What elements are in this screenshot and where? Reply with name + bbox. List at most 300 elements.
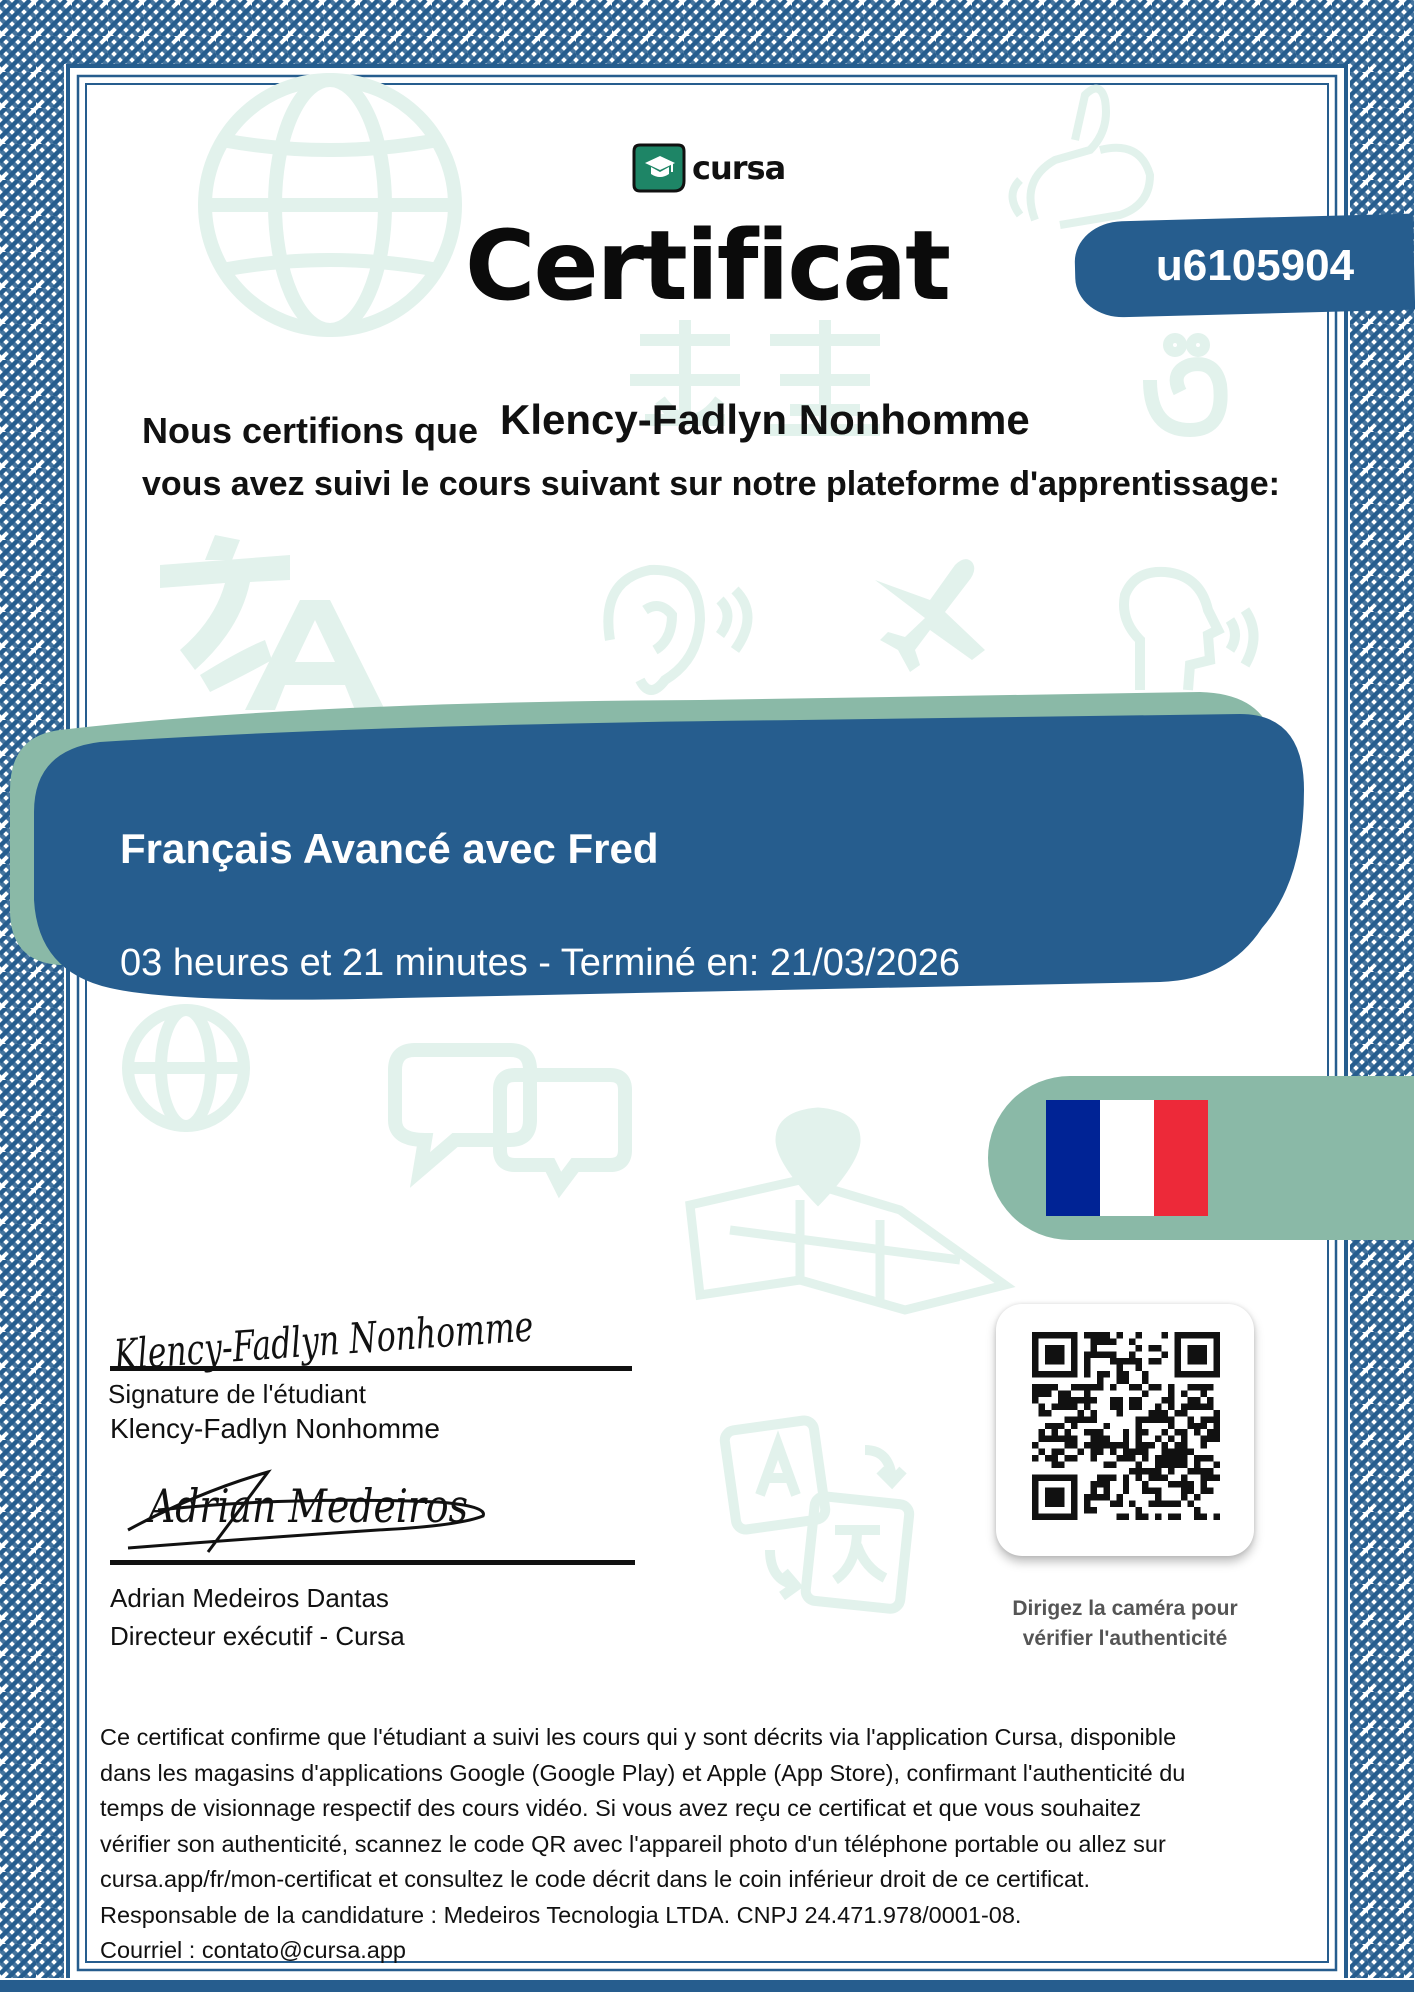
qr-module — [1136, 1403, 1142, 1409]
qr-module — [1155, 1358, 1161, 1364]
qr-module — [1116, 1442, 1122, 1448]
qr-module — [1194, 1455, 1200, 1461]
qr-module — [1136, 1397, 1142, 1403]
qr-caption-line-1: Dirigez la caméra pour — [1012, 1597, 1238, 1620]
qr-module — [1032, 1384, 1038, 1390]
qr-module — [1097, 1332, 1103, 1338]
qr-module — [1149, 1475, 1155, 1481]
disclaimer-line: cursa.app/fr/mon-certificat et consultez le code décrit dans le coin inférieur droit de ce certificat. — [100, 1866, 1091, 1892]
qr-module — [1201, 1403, 1207, 1409]
qr-module — [1149, 1358, 1155, 1364]
disclaimer-line: Ce certificat confirme que l'étudiant a suivi les cours qui y sont décrits via l'application Cursa, disponible — [100, 1724, 1177, 1750]
qr-module — [1201, 1423, 1207, 1429]
qr-module — [1084, 1390, 1090, 1396]
qr-caption — [990, 1594, 1260, 1654]
qr-module — [1090, 1494, 1096, 1500]
qr-module — [1155, 1384, 1161, 1390]
qr-module — [1045, 1384, 1051, 1390]
qr-module — [1110, 1338, 1116, 1344]
qr-module — [1168, 1436, 1174, 1442]
director-title: Directeur exécutif - Cursa — [110, 1621, 405, 1651]
qr-module — [1110, 1501, 1116, 1507]
qr-module — [1175, 1449, 1181, 1455]
qr-module — [1038, 1436, 1044, 1442]
qr-module — [1103, 1338, 1109, 1344]
qr-module — [1123, 1442, 1129, 1448]
qr-module — [1045, 1436, 1051, 1442]
course-duration-completion: 03 heures et 21 minutes - Terminé en: 21/03/2026 — [120, 942, 961, 984]
qr-module — [1103, 1494, 1109, 1500]
logo-text: cursa — [692, 149, 786, 187]
qr-module — [1142, 1377, 1148, 1383]
qr-module — [1149, 1468, 1155, 1474]
qr-module — [1136, 1345, 1142, 1351]
qr-module — [1201, 1416, 1207, 1422]
qr-module — [1103, 1371, 1109, 1377]
airplane-icon — [875, 559, 985, 672]
qr-module — [1201, 1436, 1207, 1442]
qr-code[interactable] — [1032, 1332, 1220, 1520]
qr-module — [1038, 1384, 1044, 1390]
qr-module — [1116, 1358, 1122, 1364]
qr-module — [1162, 1449, 1168, 1455]
qr-module — [1064, 1455, 1070, 1461]
qr-module — [1142, 1390, 1148, 1396]
qr-module — [1155, 1501, 1161, 1507]
qr-module — [1214, 1423, 1220, 1429]
qr-module — [1116, 1377, 1122, 1383]
qr-module — [1207, 1403, 1213, 1409]
qr-module — [1188, 1416, 1194, 1422]
qr-module — [1168, 1468, 1174, 1474]
qr-module — [1155, 1403, 1161, 1409]
qr-module — [1214, 1410, 1220, 1416]
qr-module — [1155, 1494, 1161, 1500]
qr-module — [1103, 1475, 1109, 1481]
qr-module — [1064, 1403, 1070, 1409]
qr-module — [1194, 1384, 1200, 1390]
qr-module — [1155, 1462, 1161, 1468]
ear-icon — [608, 570, 747, 690]
disclaimer-line: temps de visionnage respectif des cours vidéo. Si vous avez reçu ce certificat et que vous souhaitez — [100, 1795, 1142, 1821]
qr-module — [1168, 1423, 1174, 1429]
qr-module — [1123, 1475, 1129, 1481]
flag-stripe-white — [1100, 1100, 1154, 1216]
qr-module — [1116, 1364, 1122, 1370]
qr-module — [1129, 1455, 1135, 1461]
qr-module — [1110, 1397, 1116, 1403]
flag-stripe-red — [1154, 1100, 1208, 1216]
qr-module — [1103, 1423, 1109, 1429]
qr-module — [1181, 1442, 1187, 1448]
qr-module — [1162, 1397, 1168, 1403]
student-signature-name: Klency-Fadlyn Nonhomme — [110, 1413, 440, 1444]
qr-module — [1097, 1449, 1103, 1455]
qr-module — [1201, 1455, 1207, 1461]
qr-module — [1181, 1449, 1187, 1455]
qr-module — [1032, 1455, 1038, 1461]
qr-module — [1123, 1436, 1129, 1442]
map-pin-icon — [690, 1112, 1005, 1310]
qr-module — [1168, 1449, 1174, 1455]
qr-module — [1162, 1416, 1168, 1422]
qr-module — [1168, 1384, 1174, 1390]
qr-module — [1110, 1351, 1116, 1357]
qr-module — [1162, 1462, 1168, 1468]
qr-module — [1058, 1436, 1064, 1442]
qr-module — [1071, 1436, 1077, 1442]
qr-module — [1168, 1397, 1174, 1403]
qr-module — [1058, 1462, 1064, 1468]
qr-module — [1207, 1455, 1213, 1461]
qr-module — [1175, 1514, 1181, 1520]
qr-module — [1181, 1481, 1187, 1487]
disclaimer-line: Responsable de la candidature : Medeiros Tecnologia LTDA. CNPJ 24.471.978/0001-08. — [100, 1901, 1022, 1928]
qr-module — [1194, 1462, 1200, 1468]
qr-module — [1032, 1442, 1038, 1448]
qr-module — [1071, 1397, 1077, 1403]
qr-module — [1136, 1514, 1142, 1520]
director-handwritten-signature — [118, 1452, 508, 1562]
qr-module — [1168, 1416, 1174, 1422]
qr-module — [1149, 1345, 1155, 1351]
qr-module — [1097, 1442, 1103, 1448]
qr-module — [1071, 1455, 1077, 1461]
qr-module — [1084, 1371, 1090, 1377]
qr-module — [1045, 1423, 1051, 1429]
france-flag-icon — [1046, 1100, 1208, 1216]
student-handwritten-signature — [110, 1291, 675, 1380]
qr-module — [1155, 1436, 1161, 1442]
qr-module — [1162, 1442, 1168, 1448]
qr-module — [1188, 1501, 1194, 1507]
qr-module — [1136, 1384, 1142, 1390]
qr-module — [1058, 1423, 1064, 1429]
qr-module — [1214, 1416, 1220, 1422]
qr-module — [1175, 1410, 1181, 1416]
arabic-letter-icon — [1150, 340, 1221, 430]
qr-module — [1097, 1475, 1103, 1481]
qr-module — [1116, 1332, 1122, 1338]
qr-module — [1181, 1429, 1187, 1435]
qr-module — [1194, 1514, 1200, 1520]
qr-module — [1097, 1481, 1103, 1487]
qr-module — [1168, 1455, 1174, 1461]
course-title: Français Avancé avec Fred — [120, 825, 659, 872]
qr-module — [1110, 1449, 1116, 1455]
sign-language-hand-icon — [1013, 89, 1151, 225]
qr-module — [1103, 1442, 1109, 1448]
qr-module — [1058, 1390, 1064, 1396]
qr-module — [1201, 1384, 1207, 1390]
qr-module — [1051, 1384, 1057, 1390]
qr-module — [1142, 1455, 1148, 1461]
qr-caption-line-2: vérifier l'authenticité — [1022, 1627, 1228, 1650]
qr-module — [1142, 1416, 1148, 1422]
qr-module — [1142, 1371, 1148, 1377]
qr-module — [1155, 1410, 1161, 1416]
qr-module — [1097, 1494, 1103, 1500]
qr-module — [1116, 1397, 1122, 1403]
qr-module — [1090, 1338, 1096, 1344]
qr-module — [1188, 1449, 1194, 1455]
qr-module — [1064, 1436, 1070, 1442]
qr-module — [1064, 1429, 1070, 1435]
qr-module — [1181, 1436, 1187, 1442]
followed-course-text: vous avez suivi le cours suivant sur notre plateforme d'apprentissage: — [142, 465, 1280, 503]
qr-module — [1110, 1442, 1116, 1448]
disclaimer-line: dans les magasins d'applications Google (Google Play) et Apple (App Store), confirmant l'authenticité du — [100, 1759, 1186, 1786]
qr-module — [1077, 1449, 1083, 1455]
qr-module — [1194, 1507, 1200, 1513]
qr-module — [1051, 1455, 1057, 1461]
student-signature-label: Signature de l'étudiant — [108, 1379, 366, 1409]
qr-module — [1097, 1429, 1103, 1435]
qr-module — [1038, 1403, 1044, 1409]
qr-module — [1103, 1351, 1109, 1357]
qr-module — [1090, 1345, 1096, 1351]
qr-module — [1084, 1351, 1090, 1357]
qr-module — [1207, 1475, 1213, 1481]
qr-module — [1058, 1403, 1064, 1409]
qr-module — [1188, 1403, 1194, 1409]
qr-module — [1181, 1488, 1187, 1494]
qr-module — [1084, 1397, 1090, 1403]
qr-module — [1188, 1384, 1194, 1390]
qr-module — [1090, 1351, 1096, 1357]
qr-module — [1168, 1462, 1174, 1468]
qr-module — [1142, 1449, 1148, 1455]
qr-module — [1201, 1481, 1207, 1487]
qr-module — [1129, 1351, 1135, 1357]
qr-module — [1175, 1462, 1181, 1468]
qr-module — [1136, 1416, 1142, 1422]
director-signature-line — [110, 1560, 635, 1565]
qr-module — [1116, 1455, 1122, 1461]
qr-module — [1136, 1436, 1142, 1442]
qr-module — [1136, 1332, 1142, 1338]
qr-module — [1155, 1455, 1161, 1461]
qr-module — [1168, 1514, 1174, 1520]
qr-module — [1071, 1403, 1077, 1409]
qr-module — [1188, 1468, 1194, 1474]
qr-module — [1110, 1475, 1116, 1481]
qr-module — [1201, 1514, 1207, 1520]
qr-module — [1188, 1397, 1194, 1403]
qr-module — [1051, 1429, 1057, 1435]
qr-module — [1090, 1332, 1096, 1338]
qr-module — [1207, 1468, 1213, 1474]
qr-module — [1155, 1345, 1161, 1351]
qr-module — [1103, 1436, 1109, 1442]
qr-module — [1116, 1494, 1122, 1500]
qr-module — [1097, 1377, 1103, 1383]
qr-module — [1201, 1488, 1207, 1494]
qr-module — [1214, 1436, 1220, 1442]
speech-bubbles-icon — [395, 1050, 625, 1185]
certificate-id: u6105904 — [1155, 241, 1355, 290]
qr-module — [1090, 1410, 1096, 1416]
qr-module — [1168, 1481, 1174, 1487]
qr-module — [1123, 1481, 1129, 1487]
qr-module — [1077, 1416, 1083, 1422]
qr-module — [1090, 1449, 1096, 1455]
qr-module — [1214, 1514, 1220, 1520]
qr-module — [1162, 1351, 1168, 1357]
qr-module — [1110, 1384, 1116, 1390]
qr-module — [1097, 1351, 1103, 1357]
qr-module — [1110, 1462, 1116, 1468]
qr-module — [1194, 1397, 1200, 1403]
qr-module — [1194, 1494, 1200, 1500]
qr-module — [1168, 1501, 1174, 1507]
qr-module — [1045, 1455, 1051, 1461]
qr-module — [1175, 1481, 1181, 1487]
qr-module — [1090, 1384, 1096, 1390]
qr-module — [1136, 1507, 1142, 1513]
qr-module — [1084, 1429, 1090, 1435]
qr-module — [1090, 1397, 1096, 1403]
qr-module — [1084, 1332, 1090, 1338]
globe-icon — [205, 80, 455, 330]
qr-module — [1136, 1468, 1142, 1474]
qr-module — [1090, 1442, 1096, 1448]
qr-module — [1077, 1384, 1083, 1390]
qr-module — [1129, 1468, 1135, 1474]
qr-module — [1090, 1455, 1096, 1461]
qr-module — [1032, 1390, 1038, 1396]
qr-module — [1155, 1514, 1161, 1520]
qr-module — [1129, 1384, 1135, 1390]
qr-module — [1136, 1475, 1142, 1481]
qr-module — [1090, 1416, 1096, 1422]
qr-module — [1103, 1462, 1109, 1468]
qr-module — [1129, 1358, 1135, 1364]
qr-module — [1155, 1475, 1161, 1481]
qr-module — [1045, 1410, 1051, 1416]
qr-module — [1136, 1358, 1142, 1364]
qr-module — [1090, 1507, 1096, 1513]
qr-module — [1194, 1423, 1200, 1429]
disclaimer-text — [100, 1720, 1312, 1969]
qr-module — [1155, 1468, 1161, 1474]
qr-module — [1162, 1332, 1168, 1338]
qr-module — [1090, 1429, 1096, 1435]
qr-module — [1149, 1384, 1155, 1390]
qr-module — [1214, 1429, 1220, 1435]
qr-module — [1142, 1442, 1148, 1448]
qr-module — [1129, 1449, 1135, 1455]
qr-module — [1116, 1403, 1122, 1409]
disclaimer-line: Courriel : contato@cursa.app — [100, 1937, 407, 1963]
qr-module — [1162, 1455, 1168, 1461]
qr-module — [1201, 1468, 1207, 1474]
qr-module — [1149, 1488, 1155, 1494]
qr-module — [1084, 1501, 1090, 1507]
certificate-title: Certificat — [465, 210, 949, 322]
qr-module — [1201, 1442, 1207, 1448]
qr-module — [1084, 1507, 1090, 1513]
qr-module — [1097, 1384, 1103, 1390]
qr-module — [1142, 1514, 1148, 1520]
qr-module — [1142, 1488, 1148, 1494]
qr-module — [1123, 1429, 1129, 1435]
qr-module — [1149, 1501, 1155, 1507]
qr-module — [1123, 1377, 1129, 1383]
qr-module — [1077, 1397, 1083, 1403]
qr-module — [1214, 1475, 1220, 1481]
qr-module — [1084, 1384, 1090, 1390]
qr-module — [1175, 1429, 1181, 1435]
qr-module — [1194, 1468, 1200, 1474]
qr-module — [1084, 1442, 1090, 1448]
qr-module — [1194, 1403, 1200, 1409]
qr-module — [1038, 1410, 1044, 1416]
speaking-head-icon — [1124, 572, 1254, 690]
qr-module — [1097, 1338, 1103, 1344]
qr-module — [1097, 1371, 1103, 1377]
qr-module — [1162, 1475, 1168, 1481]
qr-module — [1181, 1403, 1187, 1409]
qr-module — [1168, 1390, 1174, 1396]
cursa-logo — [632, 140, 786, 196]
certify-label: Nous certifions que — [142, 410, 479, 451]
qr-module — [1181, 1390, 1187, 1396]
qr-module — [1084, 1416, 1090, 1422]
qr-module — [1136, 1423, 1142, 1429]
qr-module — [1181, 1475, 1187, 1481]
qr-module — [1155, 1488, 1161, 1494]
qr-module — [1181, 1455, 1187, 1461]
qr-module — [1103, 1332, 1109, 1338]
qr-module — [1058, 1397, 1064, 1403]
qr-module — [1149, 1442, 1155, 1448]
qr-module — [1097, 1436, 1103, 1442]
qr-module — [1149, 1410, 1155, 1416]
student-signature-line — [110, 1366, 632, 1371]
qr-module — [1051, 1423, 1057, 1429]
qr-module — [1071, 1423, 1077, 1429]
qr-module — [1175, 1501, 1181, 1507]
qr-module — [1201, 1475, 1207, 1481]
qr-module — [1116, 1371, 1122, 1377]
qr-module — [1038, 1390, 1044, 1396]
qr-module — [1129, 1338, 1135, 1344]
qr-module — [1090, 1481, 1096, 1487]
qr-module — [1136, 1449, 1142, 1455]
qr-module — [1142, 1481, 1148, 1487]
qr-module — [1051, 1403, 1057, 1409]
qr-module — [1116, 1514, 1122, 1520]
flag-stripe-blue — [1046, 1100, 1100, 1216]
qr-module — [1116, 1501, 1122, 1507]
qr-module — [1136, 1442, 1142, 1448]
qr-module — [1123, 1449, 1129, 1455]
qr-module — [1071, 1416, 1077, 1422]
qr-module — [1129, 1501, 1135, 1507]
qr-module — [1201, 1390, 1207, 1396]
director-name: Adrian Medeiros Dantas — [110, 1583, 389, 1613]
qr-module — [1207, 1436, 1213, 1442]
qr-module — [1136, 1364, 1142, 1370]
qr-module — [1084, 1358, 1090, 1364]
qr-module — [1038, 1429, 1044, 1435]
qr-module — [1045, 1390, 1051, 1396]
qr-module — [1188, 1481, 1194, 1487]
qr-module — [1084, 1403, 1090, 1409]
qr-module — [1071, 1384, 1077, 1390]
qr-module — [1136, 1462, 1142, 1468]
